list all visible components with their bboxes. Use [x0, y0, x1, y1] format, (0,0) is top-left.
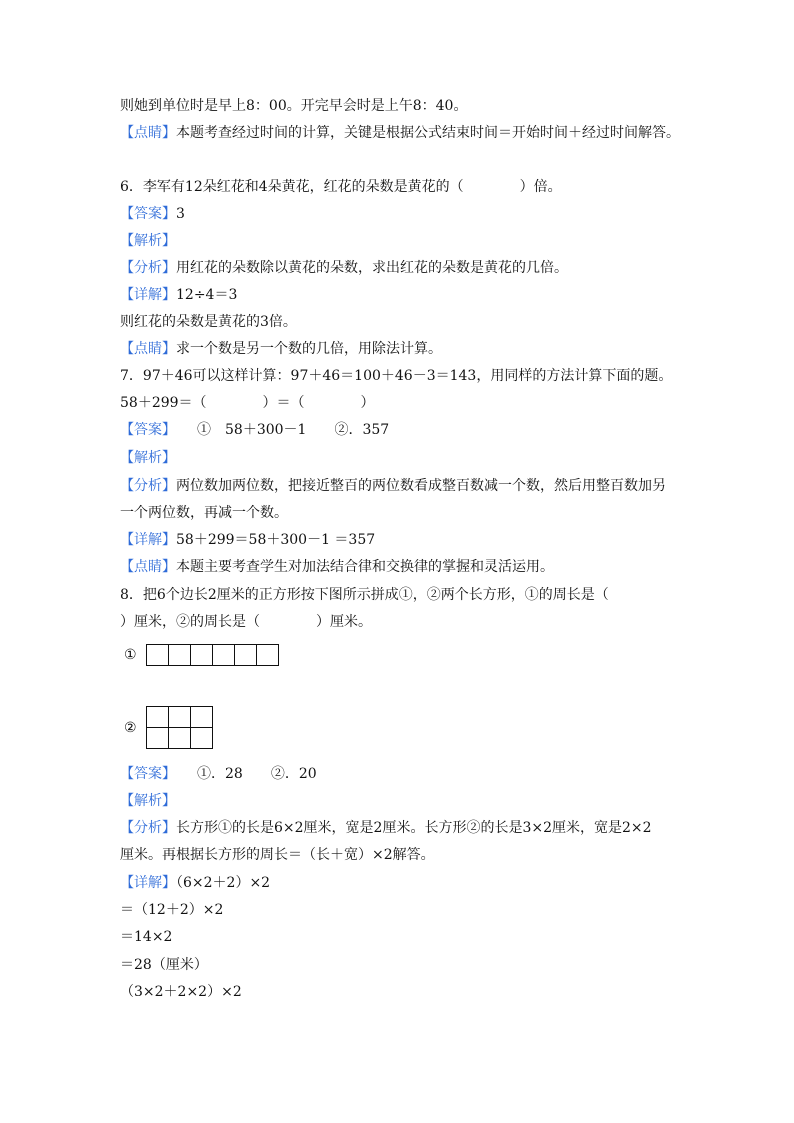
q6-dianjing: 【点睛】求一个数是另一个数的几倍，用除法计算。: [120, 341, 442, 357]
dianjing-tag: 【点睛】: [120, 559, 176, 575]
q7-fenxi-cont: 一个两位数，再减一个数。: [120, 505, 288, 521]
q7-fenxi: 【分析】两位数加两位数，把接近整百的两位数看成整百数减一个数，然后用整百数加另: [120, 478, 666, 494]
q6-jiexi: [120, 231, 176, 251]
xiangjie-tag: 【详解】: [120, 287, 176, 303]
figure-1-label: ①: [124, 647, 137, 663]
jiexi-tag: 【解析】: [120, 793, 176, 809]
q8-fenxi-cont: 厘米。再根据长方形的周长＝（长＋宽）×2解答。: [120, 847, 435, 863]
q7-question: 7．97＋46可以这样计算：97＋46＝100＋46－3＝143，用同样的方法计算下面的题。: [120, 368, 673, 384]
q8-answer: 【答案】 ①．28 ②．20: [120, 766, 317, 782]
answer-tag: 【答案】: [120, 206, 176, 222]
prev-dianjing: 【点睛】本题考查经过时间的计算，关键是根据公式结束时间＝开始时间＋经过时间解答。: [120, 125, 680, 141]
figure-1-rectangle: [146, 644, 279, 666]
jiexi-tag: 【解析】: [120, 450, 176, 466]
fenxi-tag: 【分析】: [120, 260, 176, 276]
xiangjie-tag: 【详解】: [120, 532, 176, 548]
q8-fenxi: 【分析】长方形①的长是6×2厘米，宽是2厘米。长方形②的长是3×2厘米，宽是2×2: [120, 820, 652, 836]
fenxi-tag: 【分析】: [120, 478, 176, 494]
q8-step: ＝28（厘米）: [120, 957, 208, 973]
q8-xiangjie: 【详解】（6×2＋2）×2: [120, 875, 271, 891]
jiexi-tag: 【解析】: [120, 233, 176, 249]
q6-answer: 【答案】3: [120, 206, 185, 222]
q6-xiangjie: 【详解】12÷4＝3: [120, 287, 238, 303]
xiangjie-tag: 【详解】: [120, 875, 176, 891]
q8-step: ＝14×2: [120, 929, 173, 945]
figure-2-label: ②: [124, 720, 137, 736]
figure-2-rectangle: [146, 706, 213, 749]
q8-step: ＝（12＋2）×2: [120, 902, 224, 918]
q6-conclusion: 则红花的朵数是黄花的3倍。: [120, 314, 297, 330]
prev-line: 则她到单位时是早上8：00。开完早会时是上午8：40。: [120, 98, 468, 114]
q6-question: 6．李军有12朵红花和4朵黄花，红花的朵数是黄花的（ ）倍。: [120, 179, 562, 195]
answer-tag: 【答案】: [120, 422, 169, 438]
fenxi-tag: 【分析】: [120, 820, 176, 836]
q8-jiexi: [120, 791, 176, 811]
q7-xiangjie: 【详解】58＋299＝58＋300－1 ＝357: [120, 532, 376, 548]
q7-question2: 58＋299＝（ ）＝（ ）: [120, 395, 375, 411]
q7-dianjing: 【点睛】本题主要考查学生对加法结合律和交换律的掌握和灵活运用。: [120, 559, 554, 575]
q7-answer: 【答案】 ① 58＋300－1 ②．357: [120, 422, 390, 438]
q8-question: 8．把6个边长2厘米的正方形按下图所示拼成①，②两个长方形，①的周长是（: [120, 587, 609, 603]
q8-question-cont: ）厘米，②的周长是（ ）厘米。: [120, 614, 372, 630]
q8-step: （3×2＋2×2）×2: [120, 984, 242, 1000]
q6-fenxi: 【分析】用红花的朵数除以黄花的朵数，求出红花的朵数是黄花的几倍。: [120, 260, 568, 276]
dianjing-tag: 【点睛】: [120, 125, 176, 141]
dianjing-tag: 【点睛】: [120, 341, 176, 357]
q7-jiexi: [120, 448, 176, 468]
answer-tag: 【答案】: [120, 766, 169, 782]
